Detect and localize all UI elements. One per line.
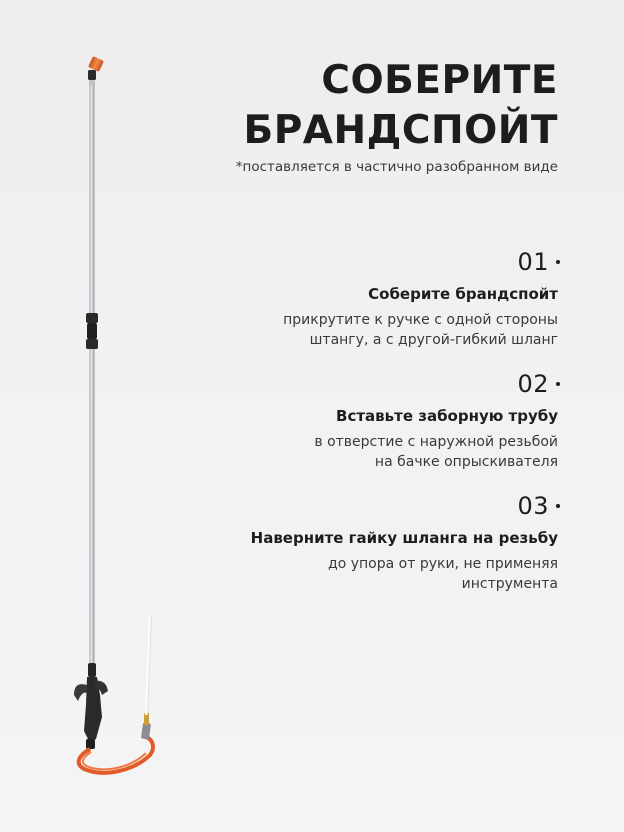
step-number-row [198, 368, 558, 400]
page-title-line-2: БРАНДСПОЙТ [243, 108, 558, 153]
steps-list [198, 246, 558, 594]
nozzle-icon [88, 56, 104, 86]
step-2 [198, 368, 558, 472]
sprayer-lance-illustration [60, 55, 170, 785]
sprayer-lance-svg [60, 55, 170, 785]
step-title: Вставьте заборную трубу [336, 407, 558, 425]
step-title: Наверните гайку шланга на резьбу [250, 529, 558, 547]
step-description [198, 310, 558, 350]
upper-tube [90, 85, 95, 317]
lower-tube [90, 349, 95, 665]
heading-block [236, 56, 558, 176]
step-number: 03 [517, 492, 549, 520]
step-description-line: прикрутите к ручке с одной стороны [283, 312, 558, 328]
step-3 [198, 490, 558, 594]
step-description-line: до упора от руки, не применяя [328, 556, 558, 572]
step-description-line: на бачке опрыскивателя [374, 454, 558, 470]
page-subtitle: *поставляется в частично разобранном виде [235, 159, 558, 175]
bullet-dot-icon [556, 382, 560, 386]
step-title: Соберите брандспойт [368, 285, 558, 303]
step-description [198, 432, 558, 472]
step-description-line: инструмента [461, 576, 558, 592]
step-description [198, 554, 558, 594]
page-title-line-1: СОБЕРИТЕ [321, 58, 558, 103]
step-description-line: штангу, а с другой-гибкий шланг [309, 332, 558, 348]
step-1 [198, 246, 558, 350]
step-number-row [198, 246, 558, 278]
handle-icon [74, 663, 108, 749]
bullet-dot-icon [556, 260, 560, 264]
step-number: 02 [517, 370, 549, 398]
bullet-dot-icon [556, 504, 560, 508]
coupling-icon [86, 313, 98, 349]
step-description-line: в отверстие с наружной резьбой [314, 434, 558, 450]
step-number: 01 [517, 248, 549, 276]
step-number-row [198, 490, 558, 522]
